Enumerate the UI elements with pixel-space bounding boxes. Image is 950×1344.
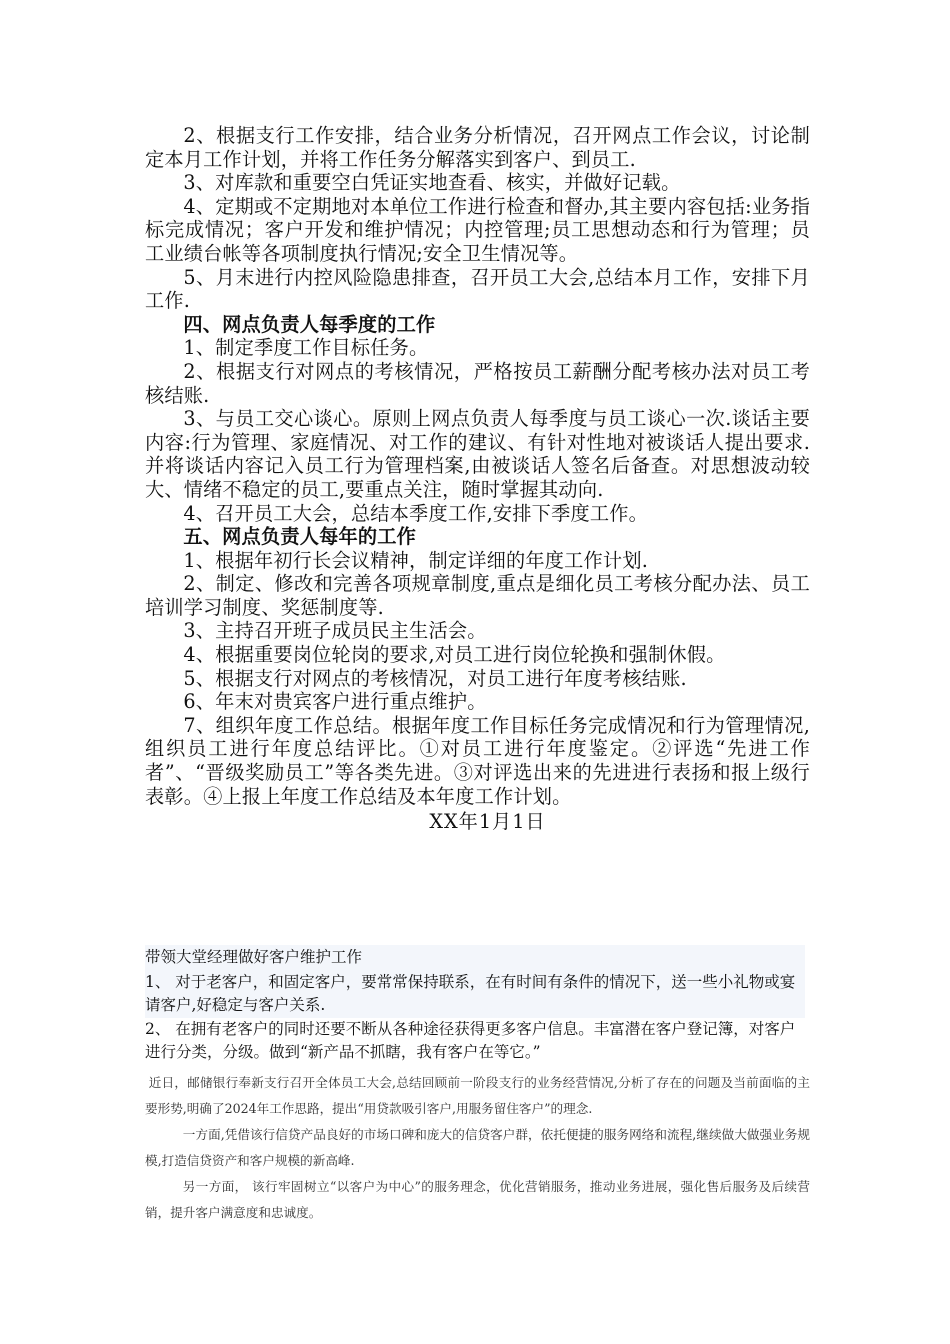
section-heading-quarterly: 四、网点负责人每季度的工作 [183,312,436,336]
document-date: XX年1月1日 [429,810,546,834]
quarterly-item-4: 4、召开员工大会，总结本季度工作,安排下季度工作。 [183,501,649,525]
maintenance-item-2: 2、 在拥有老客户的同时还要不断从各种途径获得更多客户信息。丰富潜在客户登记簿，对客户进行分类，分级。做到“新产品不抓瞎，我有客户在等它。” [145,1019,796,1061]
yearly-item-3: 3、主持召开班子成员民主生活会。 [183,619,487,643]
section-title: 带领大堂经理做好客户维护工作 [145,945,805,971]
maintenance-item-1: 1、 对于老客户，和固定客户，要常常保持联系，在有时间有条件的情况下，送一些小礼物或宴请客户,好稳定与客户关系. [145,971,805,1018]
news-section [145,1070,810,1226]
paragraph-4: 4、定期或不定期地对本单位工作进行检查和督办,其主要内容包括:业务指标完成情况；客户开发和维护情况；内控管理;员工思想动态和行为管理；员工业绩台帐等各项制度执行情况;安全卫生情况等。 [145,194,810,265]
paragraph-2: 2、根据支行工作安排，结合业务分析情况，召开网点工作会议，讨论制定本月工作计划，并将工作任务分解落实到客户、到员工. [145,124,810,171]
main-text [145,124,810,834]
yearly-item-7: 7、组织年度工作总结。根据年度工作目标任务完成情况和行为管理情况,组织员工进行年度总结评比。①对员工进行年度鉴定。②评选“先进工作者”、“晋级奖励员工”等各类先进。③对评选出来的先进进行表扬和报上级行表彰。④上报上年度工作总结及本年度工作计划。 [145,713,810,808]
yearly-item-2: 2、制定、修改和完善各项规章制度,重点是细化员工考核分配办法、员工培训学习制度、奖惩制度等. [145,572,810,619]
quarterly-item-2: 2、根据支行对网点的考核情况，严格按员工薪酬分配考核办法对员工考核结账. [145,359,810,407]
quarterly-item-1: 1、制定季度工作目标任务。 [183,336,429,360]
news-paragraph-3: 另一方面， 该行牢固树立“以客户为中心”的服务理念，优化营销服务，推动业务进展，强化售后服务及后续营销，提升客户满意度和忠诚度。 [145,1179,810,1220]
quarterly-item-3: 3、与员工交心谈心。原则上网点负责人每季度与员工谈心一次.谈话主要内容:行为管理、家庭情况、对工作的建议、有针对性地对被谈话人提出要求.并将谈话内容记入员工行为管理档案,由被谈话人签名后备查。对思想波动较大、情绪不稳定的员工,要重点关注，随时掌握其动向. [145,407,810,501]
yearly-item-5: 5、根据支行对网点的考核情况，对员工进行年度考核结账. [183,666,687,690]
paragraph-5: 5、月末进行内控风险隐患排查，召开员工大会,总结本月工作，安排下月工作. [145,265,810,313]
news-paragraph-1: 近日，邮储银行奉新支行召开全体员工大会,总结回顾前一阶段支行的业务经营情况,分析了存在的问题及当前面临的主要形势,明确了2024年工作思路，提出“用贷款吸引客户,用服务留住客户”的理念. [145,1075,810,1116]
yearly-item-6: 6、年末对贵宾客户进行重点维护。 [183,690,487,714]
yearly-item-4: 4、根据重要岗位轮岗的要求,对员工进行岗位轮换和强制休假。 [183,643,726,667]
news-paragraph-2: 一方面,凭借该行信贷产品良好的市场口碑和庞大的信贷客户群，依托便捷的服务网络和流程,继续做大做强业务规模,打造信贷资产和客户规模的新高峰. [145,1127,810,1168]
paragraph-3: 3、对库款和重要空白凭证实地查看、核实，并做好记载。 [183,171,681,195]
section-heading-yearly: 五、网点负责人每年的工作 [183,525,417,549]
customer-maintenance-section [145,945,805,1065]
yearly-item-1: 1、根据年初行长会议精神，制定详细的年度工作计划. [183,548,649,572]
